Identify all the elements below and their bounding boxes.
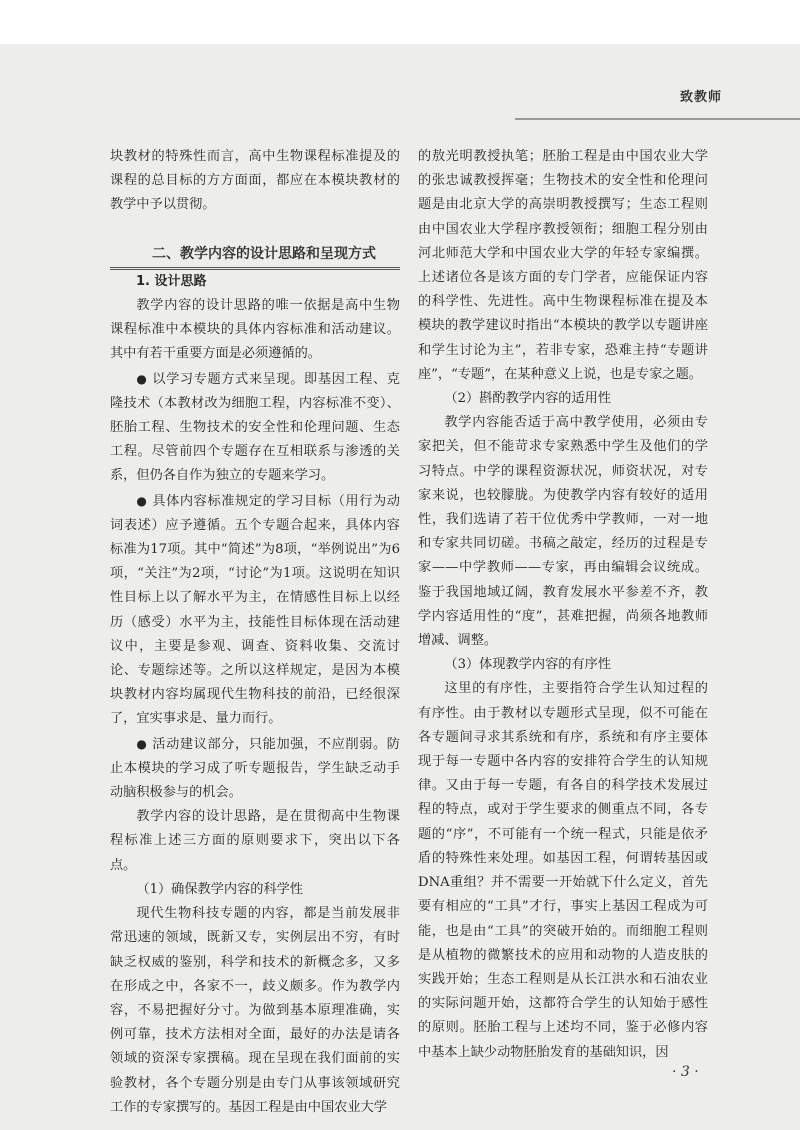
bullet-icon: ● — [136, 371, 148, 386]
paragraph: 现代生物科技专题的内容，都是当前发展非常迅速的领域，既新又专，实例层出不穷，有时缺乏权威的鉴别，科学和技术的新概念多，又多在形成之中，各家不一，歧义颇多。作为教学内容，不易把握好分寸。为做到基本原理准确，实例可靠，技术方法相对全面，最好的办法是请各领域的资深专家撰稿。现在呈现在我们面前的实验教材，各个专题分别是由专门从事该领域研究工作的专家撰写的。基因工程是由中国农业大学 — [110, 906, 400, 1115]
paragraph: 这里的有序性，主要指符合学生认知过程的有序性。由于教材以专题形式呈现，似不可能在各专题间寻求其系统和有序，系统和有序主要体现于每一专题中各内容的安排符合学生的认知规律。又由于每一专题，有各自的科学技术发展过程的特点，或对于学生要求的侧重点不同，各专题的“序”，不可能有一个统一程式，只能是依矛盾的特殊性来处理。如基因工程，何谓转基因或DNA重组？并不需要一开始就下什么定义，首先要有相应的“工具”才行，事实上基因工程成为可能，也是由“工具”的突破开始的。而细胞工程则是从植物的微繁技术的应用和动物的人造皮肤的实践开始；生态工程则是从长江洪水和石油农业的实际问题开始，这都符合学生的认知始于感性的原则。胚胎工程与上述均不同，鉴于必修内容中基本上缺少动物胚胎发育的基础知识，因 — [418, 681, 708, 1060]
paragraph: 教学内容能否适于高中教学使用，必须由专家把关，但不能苛求专家熟悉中学生及他们的学习特点。中学的课程资源状况，师资状况，对专家来说，也较朦胧。为使教学内容有较好的适用性，我们选请了若干位优秀中学教师，一对一地和专家共同切磋。书稿之敲定，经历的过程是专家——中学教师——专家，再由编辑会议统成。鉴于我国地域辽阔，教育发展水平参差不齐，教学内容适用性的“度”，甚难把握，尚须各地教师增减、调整。 — [418, 415, 708, 649]
bullet-icon: ● — [136, 736, 148, 751]
running-header-title: 致教师 — [679, 90, 722, 105]
header-rule — [515, 60, 800, 120]
bullet-icon: ● — [136, 493, 148, 508]
paragraph: 教学内容的设计思路，是在贯彻高中生物课程标准上述三方面的原则要求下，突出以下各点。 — [110, 809, 400, 873]
bullet-text: 以学习专题方式来呈现。即基因工程、克隆技术（本教材改为细胞工程，内容标准不变）、胚胎工程、生物技术的安全性和伦理问题、生态工程。尽管前四个专题存在互相联系与渗透的关系，但仍各自作为独立的专题来学习。 — [110, 371, 400, 484]
item-heading: （1）确保教学内容的科学性 — [136, 881, 304, 897]
sub-heading: 1. 设计思路 — [136, 273, 207, 289]
item-heading: （2）斟酌教学内容的适用性 — [444, 391, 612, 407]
bullet-paragraph — [110, 732, 400, 806]
right-column — [418, 145, 708, 1065]
page-number: · 3 · — [672, 1064, 699, 1080]
bullet-text: 活动建议部分，只能加强，不应削弱。防止本模块的学习成了听专题报告，学生缺乏动手动脑积极参与的机会。 — [110, 736, 400, 801]
bullet-paragraph — [110, 367, 400, 489]
bullet-text: 具体内容标准规定的学习目标（用行为动词表述）应予遵循。五个专题合起来，具体内容标准为17项。其中“简述”为8项，“举例说出”为6项，“关注”为2项，“讨论”为1项。这说明在知识性目标上以了解水平为主，在情感性目标上以经历（感受）水平为主，技能性目标体现在活动建议中，主要是参观、调查、资料收集、交流讨论、专题综述等。之所以这样规定，是因为本模块教材内容均属现代生物科技的前沿，已经很深了，宜实事求是、量力而行。 — [110, 493, 400, 727]
bullet-paragraph — [110, 489, 400, 732]
section-heading: 二、教学内容的设计思路和呈现方式 — [110, 242, 400, 270]
item-heading: （3）体现教学内容的有序性 — [444, 657, 612, 673]
paragraph: 的敖光明教授执笔；胚胎工程是由中国农业大学的张忠诚教授挥毫；生物技术的安全性和伦理问题是由北京大学的高崇明教授撰写；生态工程则由中国农业大学程序教授领衔；细胞工程分别由河北师范大学和中国农业大学的年轻专家编撰。上述诸位各是该方面的专门学者，应能保证内容的科学性、先进性。高中生物课程标准在提及本模块的教学建议时指出“本模块的教学以专题讲座和学生讨论为主”，若非专家，恐难主持“专题讲座”，“专题”，在某种意义上说，也是专家之题。 — [418, 149, 708, 382]
left-column — [110, 145, 400, 1120]
paragraph: 块教材的特殊性而言，高中生物课程标准提及的课程的总目标的方方面面，都应在本模块教材的教学中予以贯彻。 — [110, 149, 400, 213]
paragraph: 教学内容的设计思路的唯一依据是高中生物课程标准中本模块的具体内容标准和活动建议。其中有若干重要方面是必须遵循的。 — [110, 298, 400, 362]
spacer — [110, 218, 400, 242]
